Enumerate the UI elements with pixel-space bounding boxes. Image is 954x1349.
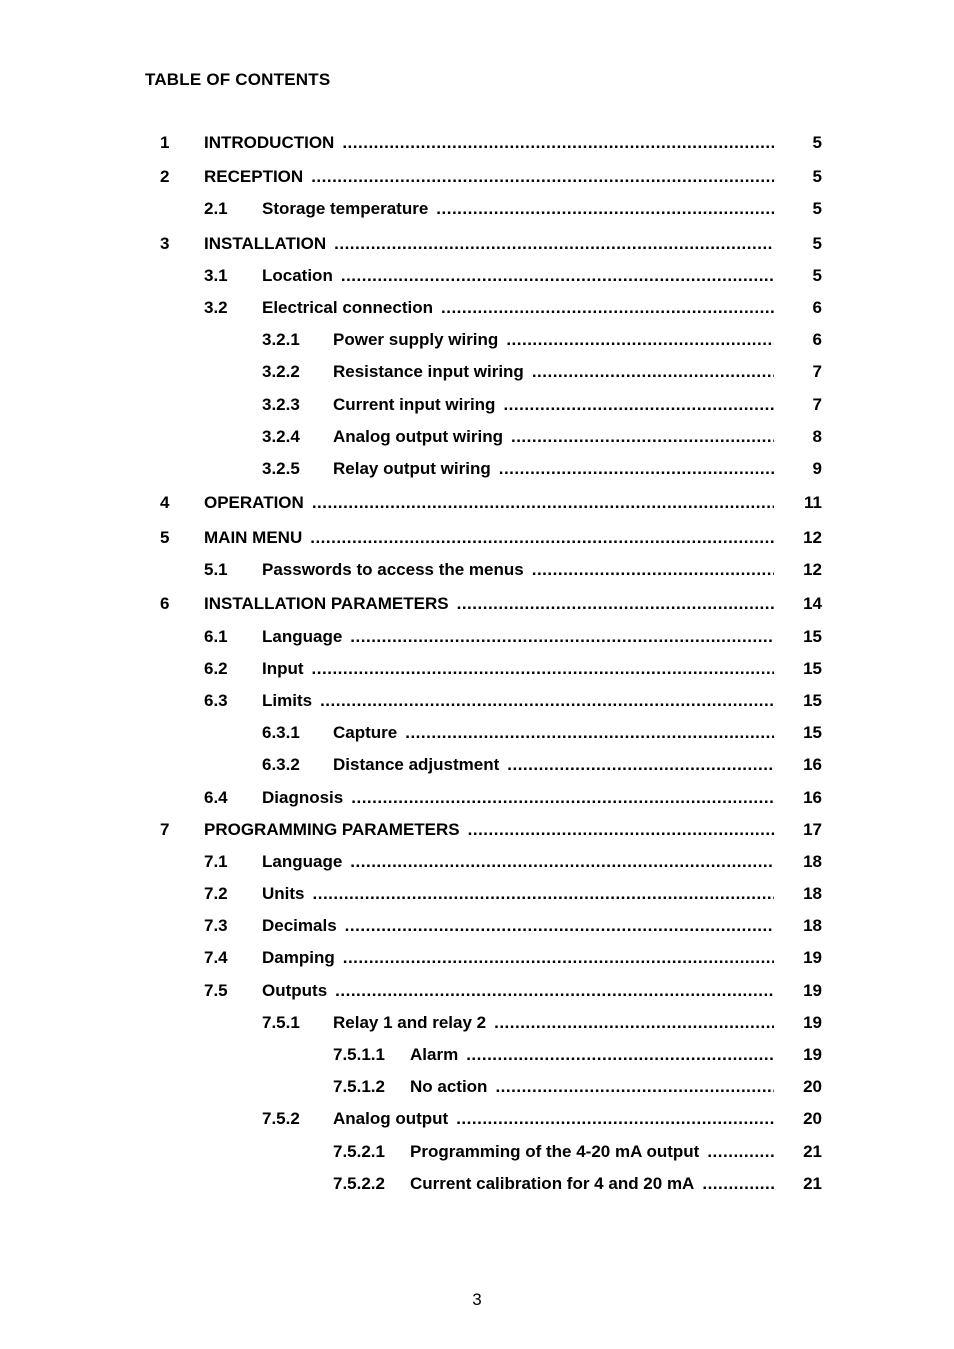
toc-entry-number: 7.5 — [204, 981, 228, 1000]
toc-entry-page: 19 — [803, 1045, 822, 1064]
toc-entry-number: 7.5.1.1 — [333, 1045, 385, 1064]
toc-entry-title: Resistance input wiring — [333, 362, 524, 381]
toc-entry-page: 14 — [803, 594, 822, 613]
toc-entry[interactable] — [0, 980, 954, 1002]
page-title: TABLE OF CONTENTS — [145, 70, 331, 89]
toc-entry-heading — [333, 329, 774, 351]
toc-entry-title: Input — [262, 659, 304, 678]
toc-entry-heading — [333, 754, 774, 776]
dot-leader — [457, 593, 774, 615]
toc-entry-number: 6.1 — [204, 627, 228, 646]
toc-entry[interactable] — [0, 722, 954, 744]
toc-entry-title: PROGRAMMING PARAMETERS — [204, 820, 460, 839]
toc-entry-heading — [410, 1044, 774, 1066]
dot-leader — [334, 233, 774, 255]
toc-entry-number: 6.3.1 — [262, 723, 300, 742]
toc-entry-page: 7 — [812, 395, 822, 414]
toc-entry-number: 2.1 — [204, 199, 228, 218]
toc-entry-heading — [204, 233, 774, 255]
toc-entry-title: Relay 1 and relay 2 — [333, 1013, 487, 1032]
toc-entry-heading — [262, 297, 774, 319]
toc-entry-title: Current input wiring — [333, 395, 496, 414]
toc-entry-page: 21 — [803, 1142, 822, 1161]
toc-entry-page: 16 — [803, 755, 822, 774]
toc-entry-title: Relay output wiring — [333, 459, 491, 478]
dot-leader — [495, 1076, 774, 1098]
toc-entry-page: 18 — [803, 916, 822, 935]
toc-entry-page: 19 — [803, 1013, 822, 1032]
dot-leader — [532, 559, 774, 581]
toc-entry-heading — [204, 819, 774, 841]
toc-entry[interactable] — [0, 1141, 954, 1163]
toc-entry-heading — [262, 787, 774, 809]
toc-entry-heading — [333, 394, 774, 416]
toc-entry[interactable] — [0, 915, 954, 937]
dot-leader — [405, 722, 774, 744]
dot-leader — [350, 626, 774, 648]
toc-entry-page: 20 — [803, 1109, 822, 1128]
toc-entry[interactable] — [0, 690, 954, 712]
toc-entry-title: Current calibration for 4 and 20 mA — [410, 1174, 695, 1193]
toc-entry-page: 5 — [812, 167, 822, 186]
toc-entry-heading — [333, 458, 774, 480]
toc-entry-title: Passwords to access the menus — [262, 560, 524, 579]
toc-entry-page: 5 — [812, 234, 822, 253]
toc-entry-title: Power supply wiring — [333, 330, 499, 349]
toc-entry-number: 3.2.1 — [262, 330, 300, 349]
dot-leader — [345, 915, 774, 937]
toc-entry-heading — [262, 851, 774, 873]
toc-entry[interactable] — [0, 492, 954, 514]
toc-entry-number: 4 — [160, 493, 170, 512]
dot-leader — [506, 329, 774, 351]
toc-entry[interactable] — [0, 947, 954, 969]
toc-entry-number: 7.3 — [204, 916, 228, 935]
toc-entry-heading — [262, 559, 774, 581]
toc-entry-title: Distance adjustment — [333, 755, 500, 774]
toc-entry[interactable] — [0, 819, 954, 841]
toc-entry-page: 11 — [804, 493, 822, 512]
dot-leader — [494, 1012, 774, 1034]
toc-entry-number: 5 — [160, 528, 170, 547]
toc-entry[interactable] — [0, 361, 954, 383]
toc-entry-number: 7.5.1.2 — [333, 1077, 385, 1096]
toc-entry-number: 5.1 — [204, 560, 228, 579]
toc-entry-number: 3.2.5 — [262, 459, 300, 478]
toc-entry-title: Diagnosis — [262, 788, 344, 807]
toc-entry-page: 8 — [812, 427, 822, 446]
dot-leader — [350, 851, 774, 873]
toc-entry-title: MAIN MENU — [204, 528, 303, 547]
toc-entry-title: INSTALLATION — [204, 234, 327, 253]
toc-entry-page: 15 — [803, 627, 822, 646]
toc-entry-title: Analog output wiring — [333, 427, 503, 446]
dot-leader — [335, 980, 774, 1002]
dot-leader — [707, 1141, 774, 1163]
toc-entry-page: 21 — [803, 1174, 822, 1193]
toc-entry-page: 12 — [803, 528, 822, 547]
toc-entry-number: 6 — [160, 594, 170, 613]
dot-leader — [341, 265, 774, 287]
toc-entry[interactable] — [0, 1076, 954, 1098]
toc-entry-heading — [204, 527, 774, 549]
toc-entry-page: 20 — [803, 1077, 822, 1096]
toc-entry-number: 3 — [160, 234, 170, 253]
toc-entry[interactable] — [0, 233, 954, 255]
toc-entry-number: 7.5.2 — [262, 1109, 300, 1128]
toc-entry-heading — [204, 593, 774, 615]
toc-entry-heading — [333, 361, 774, 383]
dot-leader — [312, 658, 774, 680]
toc-entry[interactable] — [0, 426, 954, 448]
toc-entry[interactable] — [0, 166, 954, 188]
toc-entry[interactable] — [0, 394, 954, 416]
toc-entry-page: 16 — [803, 788, 822, 807]
toc-entry-page: 18 — [803, 852, 822, 871]
toc-entry[interactable] — [0, 1108, 954, 1130]
toc-entry-page: 5 — [812, 199, 822, 218]
toc-entry[interactable] — [0, 658, 954, 680]
toc-entry-heading — [410, 1076, 774, 1098]
toc-entry-page: 17 — [803, 820, 822, 839]
dot-leader — [320, 690, 774, 712]
toc-entry-number: 6.3.2 — [262, 755, 300, 774]
toc-entry-page: 5 — [812, 266, 822, 285]
toc-entry[interactable] — [0, 297, 954, 319]
toc-entry-number: 6.3 — [204, 691, 228, 710]
toc-entry-number: 2 — [160, 167, 170, 186]
toc-entry-number: 1 — [160, 133, 170, 152]
toc-entry-heading — [262, 658, 774, 680]
toc-entry-page: 9 — [812, 459, 822, 478]
toc-entry[interactable] — [0, 1012, 954, 1034]
toc-entry-page: 7 — [812, 362, 822, 381]
toc-entry[interactable] — [0, 198, 954, 220]
toc-entry-title: Capture — [333, 723, 398, 742]
toc-entry-number: 6.4 — [204, 788, 228, 807]
dot-leader — [507, 754, 774, 776]
dot-leader — [702, 1173, 774, 1195]
toc-entry-title: Programming of the 4-20 mA output — [410, 1142, 700, 1161]
page-number: 3 — [472, 1290, 482, 1309]
toc-entry-page: 15 — [803, 691, 822, 710]
toc-entry[interactable] — [0, 1173, 954, 1195]
dot-leader — [511, 426, 774, 448]
toc-entry-heading — [204, 132, 774, 154]
toc-entry-number: 7.5.2.2 — [333, 1174, 385, 1193]
dot-leader — [312, 492, 774, 514]
toc-entry-title: Language — [262, 852, 343, 871]
toc-entry-title: Damping — [262, 948, 335, 967]
toc-entry-title: Outputs — [262, 981, 328, 1000]
toc-entry-number: 7.5.1 — [262, 1013, 300, 1032]
toc-entry-heading — [262, 198, 774, 220]
toc-entry-page: 15 — [803, 659, 822, 678]
toc-entry[interactable] — [0, 329, 954, 351]
toc-entry-title: Units — [262, 884, 305, 903]
dot-leader — [313, 883, 775, 905]
toc-entry-heading — [262, 947, 774, 969]
toc-entry-page: 6 — [812, 330, 822, 349]
toc-entry-title: Alarm — [410, 1045, 459, 1064]
toc-entry[interactable] — [0, 883, 954, 905]
toc-entry[interactable] — [0, 851, 954, 873]
toc-entry[interactable] — [0, 626, 954, 648]
toc-entry-number: 7 — [160, 820, 170, 839]
toc-entry-heading — [204, 492, 774, 514]
toc-entry[interactable] — [0, 265, 954, 287]
toc-entry-page: 19 — [803, 981, 822, 1000]
dot-leader — [311, 166, 774, 188]
toc-entry-page: 18 — [803, 884, 822, 903]
toc-entry-number: 7.5.2.1 — [333, 1142, 385, 1161]
toc-entry-heading — [262, 690, 774, 712]
toc-entry-title: Storage temperature — [262, 199, 429, 218]
toc-entry-heading — [262, 626, 774, 648]
toc-entry-heading — [262, 915, 774, 937]
toc-entry[interactable] — [0, 787, 954, 809]
toc-entry[interactable] — [0, 559, 954, 581]
dot-leader — [351, 787, 774, 809]
toc-entry-number: 3.2.2 — [262, 362, 300, 381]
dot-leader — [503, 394, 774, 416]
toc-entry[interactable] — [0, 1044, 954, 1066]
toc-entry-page: 6 — [812, 298, 822, 317]
toc-entry-heading — [410, 1173, 774, 1195]
toc-entry-title: INSTALLATION PARAMETERS — [204, 594, 449, 613]
toc-entry-heading — [333, 1108, 774, 1130]
toc-entry-number: 3.2 — [204, 298, 228, 317]
toc-entry[interactable] — [0, 132, 954, 154]
toc-entry-number: 7.2 — [204, 884, 228, 903]
dot-leader — [532, 361, 774, 383]
toc-entry-title: RECEPTION — [204, 167, 304, 186]
toc-entry-title: INTRODUCTION — [204, 133, 335, 152]
dot-leader — [499, 458, 774, 480]
dot-leader — [310, 527, 774, 549]
toc-entry[interactable] — [0, 527, 954, 549]
toc-entry-heading — [333, 1012, 774, 1034]
toc-entry-heading — [333, 722, 774, 744]
toc-entry-number: 7.4 — [204, 948, 228, 967]
toc-entry[interactable] — [0, 458, 954, 480]
toc-entry-heading — [262, 980, 774, 1002]
toc-entry-title: Decimals — [262, 916, 337, 935]
toc-entry-number: 6.2 — [204, 659, 228, 678]
toc-entry[interactable] — [0, 593, 954, 615]
toc-entry-heading — [262, 883, 774, 905]
toc-entry-title: Analog output — [333, 1109, 449, 1128]
dot-leader — [342, 132, 774, 154]
dot-leader — [468, 819, 774, 841]
toc-entry-heading — [410, 1141, 774, 1163]
toc-entry-title: Location — [262, 266, 333, 285]
toc-entry-page: 15 — [803, 723, 822, 742]
toc-entry-title: Limits — [262, 691, 313, 710]
toc-entry-number: 7.1 — [204, 852, 228, 871]
toc-entry-title: Language — [262, 627, 343, 646]
toc-entry-page: 19 — [803, 948, 822, 967]
dot-leader — [436, 198, 774, 220]
toc-entry-number: 3.2.3 — [262, 395, 300, 414]
toc-entry-title: OPERATION — [204, 493, 304, 512]
toc-entry-number: 3.1 — [204, 266, 228, 285]
toc-entry-heading — [262, 265, 774, 287]
toc-entry-title: No action — [410, 1077, 488, 1096]
toc-entry-page: 5 — [812, 133, 822, 152]
dot-leader — [456, 1108, 774, 1130]
dot-leader — [466, 1044, 774, 1066]
toc-entry-heading — [204, 166, 774, 188]
toc-entry-number: 3.2.4 — [262, 427, 300, 446]
toc-entry-title: Electrical connection — [262, 298, 433, 317]
toc-entry-heading — [333, 426, 774, 448]
dot-leader — [441, 297, 774, 319]
toc-entry[interactable] — [0, 754, 954, 776]
dot-leader — [343, 947, 774, 969]
toc-entry-page: 12 — [803, 560, 822, 579]
